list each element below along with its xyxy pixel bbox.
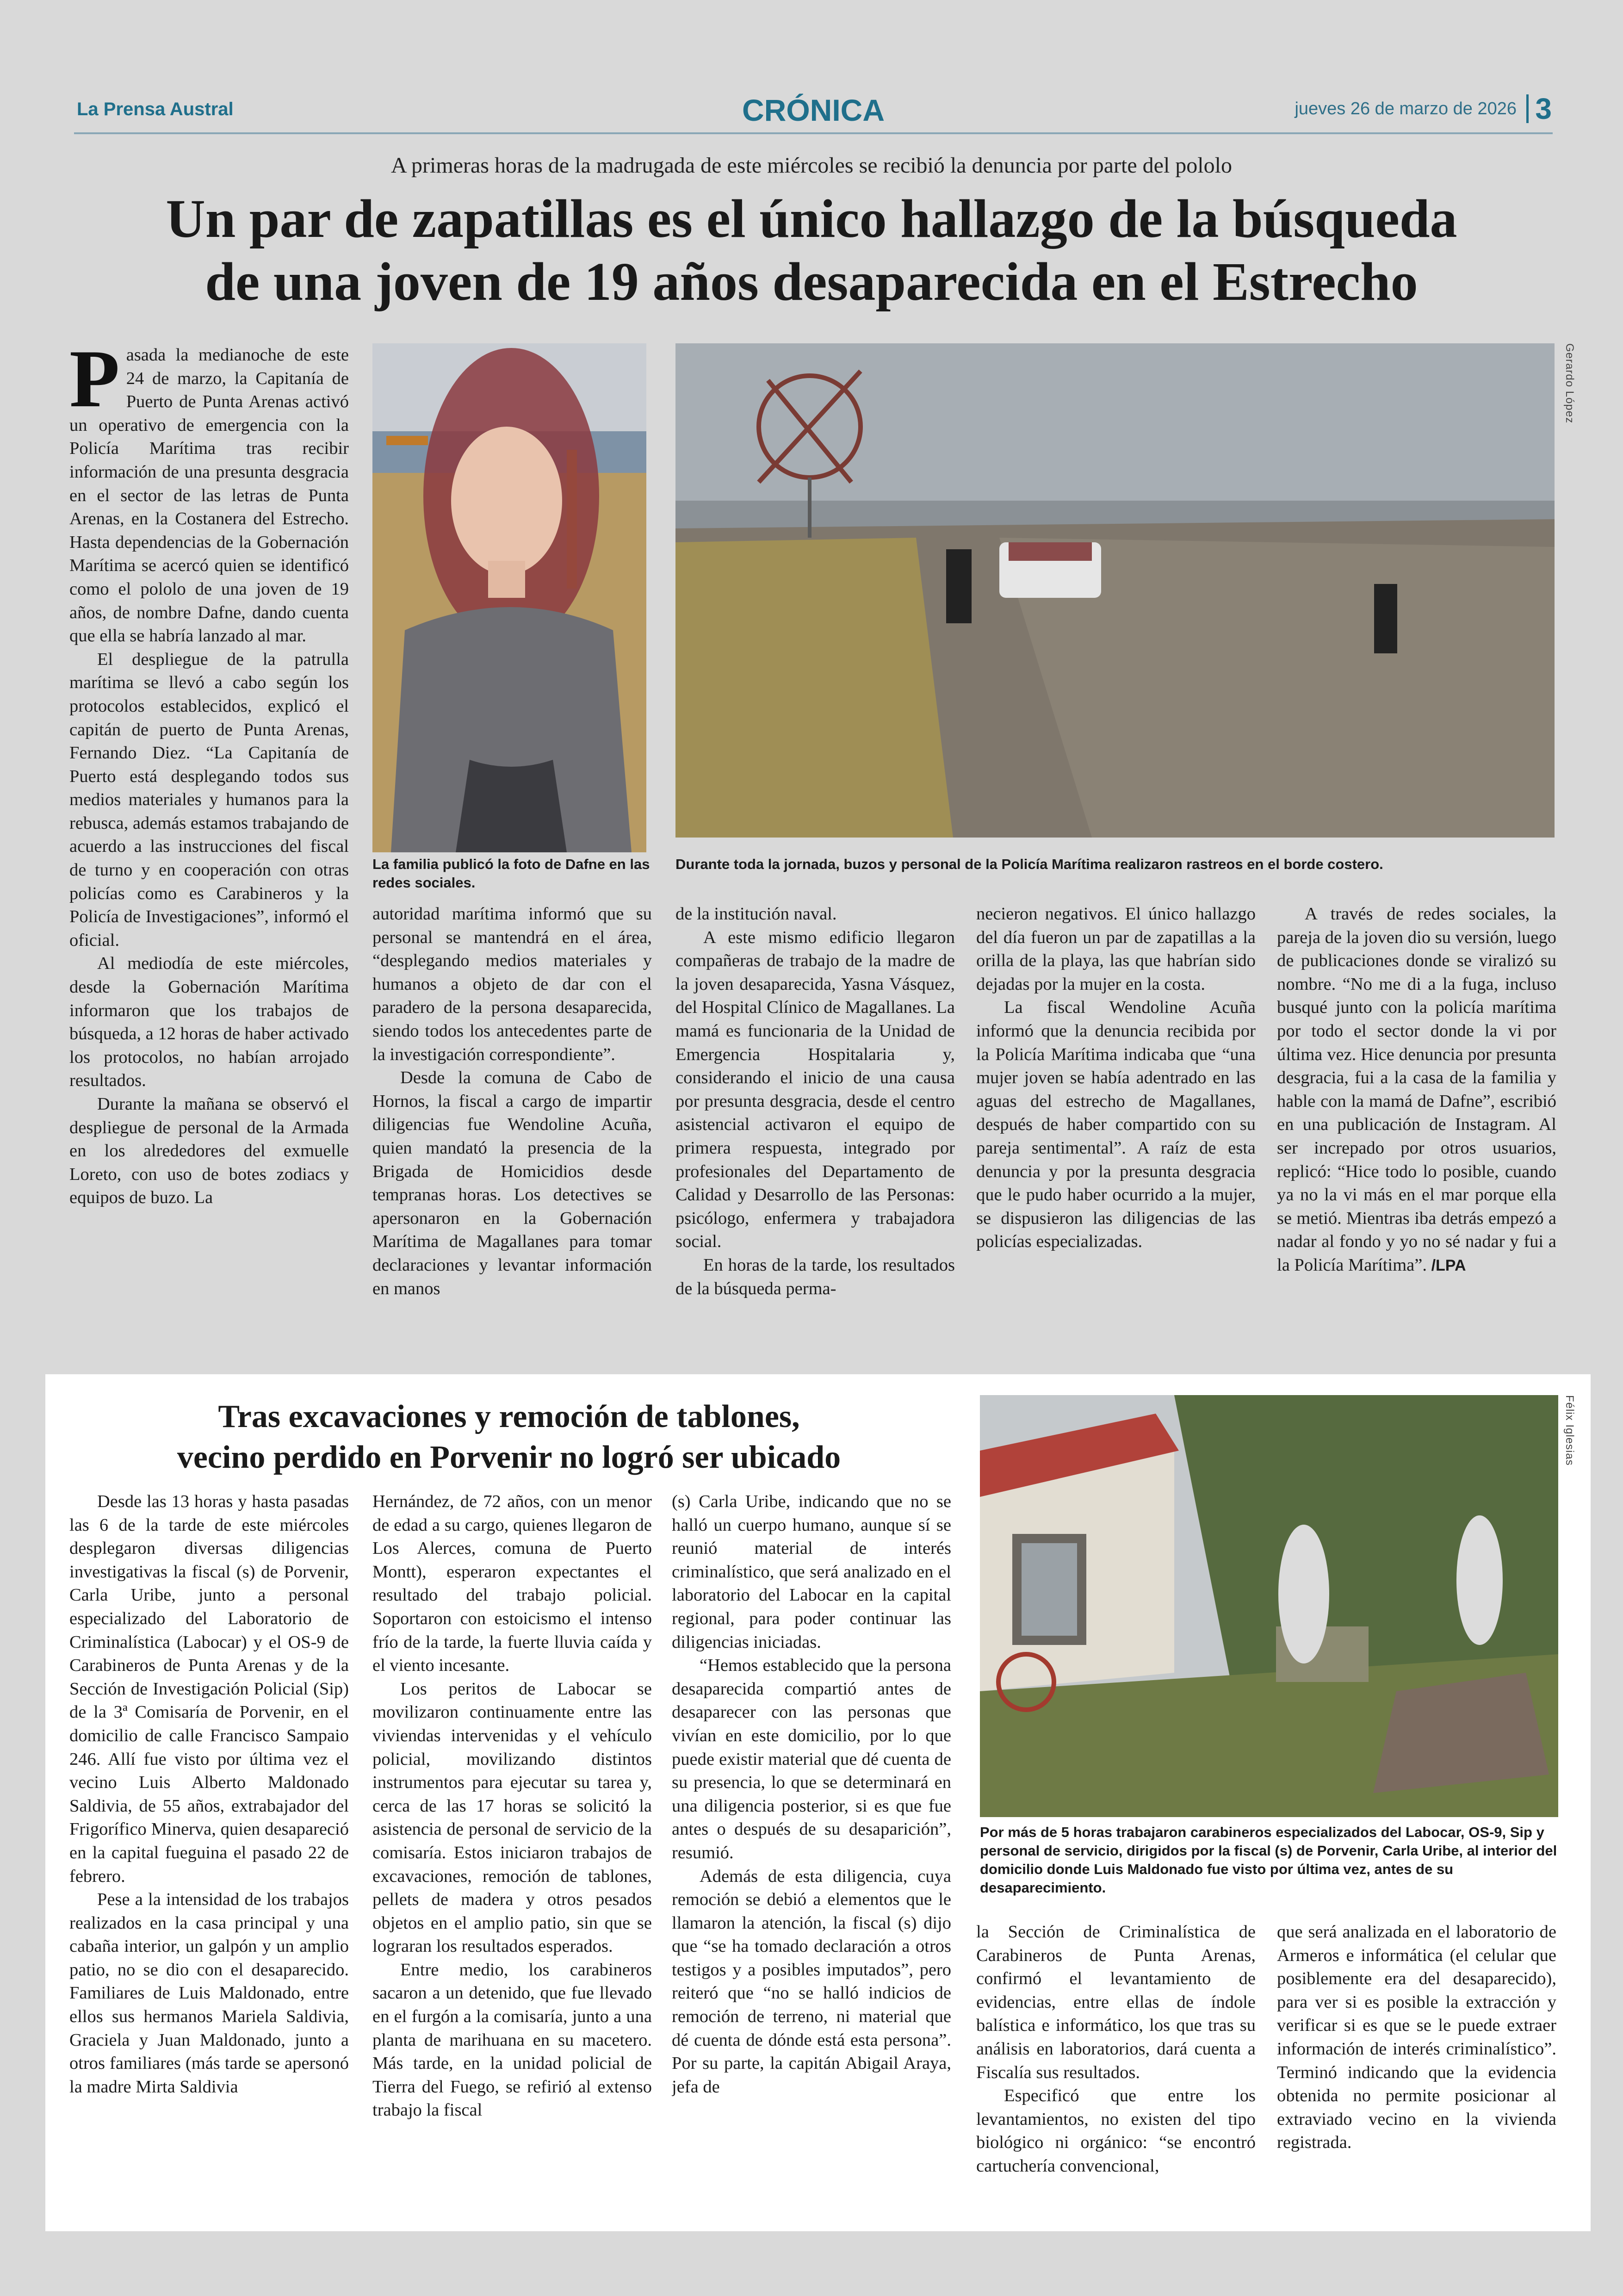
- article1-col5-par-1: [1277, 902, 1556, 1278]
- shore-search-caption: Durante toda la jornada, buzos y personal de la Policía Marítima realizaron rastreos en el borde costero.: [675, 856, 1383, 872]
- article1-column-4: [976, 902, 1256, 1370]
- photo3-credit: Félix Iglesias: [1563, 1395, 1576, 1466]
- article2-col3-par-3: Además de esta diligencia, cuya remoción se debió a elementos que le llamaron la atención, la fiscal (s) dijo que “se ha tomado declaración a otros testigos y a posibles imputados”, pero reiteró que “no se halló indicios de remoción de terreno, ni material que dé cuenta de dónde está esta persona”. Por su parte, la capitán Abigail Araya, jefa de: [672, 1866, 951, 2097]
- header-separator: [1526, 94, 1529, 123]
- article1-col3-par-1: de la institución naval.: [675, 904, 837, 924]
- article1-col4-par-2: La fiscal Wendoline Acuña informó que la denuncia recibida por la Policía Marítima indicaba que “una mujer joven se había adentrado en las aguas del estrecho de Magallanes, después de haber compartido con su pareja sentimental”. A raíz de esta denuncia y por la presunta desgracia que le pudo haber ocurrido a la mujer, se dispusieron las diligencias de las policías especializadas.: [976, 998, 1256, 1252]
- article1-column-2: [372, 902, 652, 1370]
- portrait-caption: La familia publicó la foto de Dafne en las redes sociales.: [372, 856, 650, 891]
- article2-col3-par-1: (s) Carla Uribe, indicando que no se halló un cuerpo humano, aunque sí se reunió material de interés criminalístico, que será analizado en el laboratorio del Labocar en la capital regional, para poder continuar las diligencias iniciadas.: [672, 1492, 951, 1652]
- article1-col3-par-2: A este mismo edificio llegaron compañeras de trabajo de la madre de la joven desaparecida, Yasna Vásquez, del Hospital Clínico de Magallanes. La mamá es funcionaria de la Unidad de Emergencia Hospitalaria y, considerando el inicio de una causa por presunta desgracia, desde el centro asistencial activaron el equipo de primera respuesta, integrado por profesionales del Departamento de Calidad y Desarrollo de las Personas: psicólogo, enfermera y trabajadora social.: [675, 927, 955, 1252]
- article2-headline-line-1: Tras excavaciones y remoción de tablones,: [218, 1399, 800, 1434]
- article2-col2-par-3: Entre medio, los carabineros sacaron a un detenido, que fue llevado en el furgón a la comisaría, junto a una planta de marihuana en su macetero. Más tarde, en la unidad policial de Tierra del Fuego, se refirió al extenso trabajo la fiscal: [372, 1960, 652, 2120]
- article1-col1-par-1: [69, 343, 349, 648]
- article2-column-2: [372, 1490, 652, 2212]
- article1-col2-par-1: autoridad marítima informó que su personal se mantendrá en el área, “desplegando medios materiales y humanos a objeto de dar con el paradero de la persona desaparecida, siendo todos los antecedentes parte de la investigación correspondiente”.: [372, 904, 652, 1064]
- article2-col5-par-1: que será analizada en el laboratorio de Armeros e informática (el celular que posiblemente era del desaparecido), para ver si es posible la extracción y verificar si es que se le puede extraer información de interés criminalístico”. Terminó indicando que la evidencia obtenida no permite posicionar al extraviado vecino en la vivienda registrada.: [1277, 1922, 1556, 2153]
- article1-column-5: [1277, 902, 1556, 1370]
- drop-cap: P: [69, 343, 120, 424]
- article1-col2-par-2: Desde la comuna de Cabo de Hornos, la fiscal a cargo de impartir diligencias fue Wendoline Acuña, quien mandató la presencia de la Brigada de Homicidios desde tempranas horas. Los detectives se apersonaron en la Gobernación Marítima de Magallanes para tomar declaraciones y levantar información en manos: [372, 1068, 652, 1298]
- article1-column-3: [675, 902, 955, 1370]
- section-title: CRÓNICA: [742, 93, 885, 127]
- article2-col2-par-2: Los peritos de Labocar se movilizaron continuamente entre las viviendas intervenidas y el vehículo policial, movilizando distintos instrumentos para ejecutar su tarea y, cerca de las 17 horas se solicitó la asistencia de personal de servicio de la comisaría. Estos iniciaron trabajos de excavaciones, remoción de tablones, pellets de madera y otros pesados objetos en el amplio patio, sin que se lograran los resultados esperados.: [372, 1679, 652, 1956]
- forensic-search-photo: [980, 1395, 1558, 1817]
- article2-headline: [93, 1396, 925, 1478]
- article1-headline: [74, 187, 1549, 313]
- article1-col5-text: A través de redes sociales, la pareja de la joven dio su versión, luego de publicaciones donde se viralizó su nombre. “No me di a la fuga, incluso busqué junto con la policía marítima por todo el sector donde la vi por última vez. Hice denuncia por presunta desgracia, fui a la casa de la familia y hable con la mamá de Dafne”, escribió en una publicación de Instagram. Al ser increpado por otros usuarios, replicó: “Hice todo lo posible, cuando ya no la vi más en el mar porque ella se metió. Mientras iba detrás empezó a nadar al fondo y yo no sé nadar y fui a la Policía Marítima”.: [1277, 904, 1556, 1275]
- article2-column-4: [976, 1920, 1256, 2212]
- page-number: 3: [1535, 92, 1552, 125]
- publication-name: La Prensa Austral: [77, 99, 234, 119]
- article1-col4-par-1: necieron negativos. El único hallazgo del día fueron un par de zapatillas a la orilla de la playa, las que habrían sido dejadas por la mujer en la costa.: [976, 904, 1256, 994]
- issue-date: jueves 26 de marzo de 2026: [1295, 99, 1517, 118]
- article1-col1-par-3: Al mediodía de este miércoles, desde la Gobernación Marítima informaron que los trabajos de búsqueda, a 12 horas de haber activado los protocolos, no habían arrojado resultados.: [69, 954, 349, 1091]
- article1-col1-par-1-text: asada la medianoche de este 24 de marzo, la Capitanía de Puerto de Punta Arenas activó un operativo de emergencia con la Policía Marítima tras recibir información de una presunta desgracia en el sector de las letras de Punta Arenas, en la Costanera del Estrecho. Hasta dependencias de la Gobernación Marítima se acercó quien se identificó como el pololo de una joven de 19 años, de nombre Dafne, dando cuenta que ella se habría lanzado al mar.: [69, 345, 349, 646]
- article2-col2-par-1: Hernández, de 72 años, con un menor de edad a su cargo, quienes llegaron de Los Alerces, comuna de Puerto Montt), esperaron expectantes el resultado del trabajo policial. Soportaron con estoicismo el intenso frío de la tarde, la fuerte lluvia caída y el viento incesante.: [372, 1492, 652, 1675]
- portrait-photo: [372, 343, 646, 852]
- article2-col1-par-1: Desde las 13 horas y hasta pasadas las 6 de la tarde de este miércoles desplegaron diversas diligencias investigativas la fiscal (s) de Porvenir, Carla Uribe, junto a personal especializado del Laboratorio de Criminalística (Labocar) y el OS-9 de Carabineros de Punta Arenas y de la Sección de Investigación Policial (Sip) de la 3ª Comisaría de Porvenir, en el domicilio de calle Francisco Sampaio 246. Allí fue visto por última vez el vecino Luis Alberto Maldonado Saldivia, de 55 años, extrabajador del Frigorífico Minerva, quien desapareció en la capital fueguina el pasado 22 de febrero.: [69, 1492, 349, 1886]
- article2-col3-par-2: “Hemos establecido que la persona desaparecida compartió antes de desaparecer con las personas que vivían en este domicilio, por lo que puede existir material que dé cuenta de su presencia, lo que se determinará en una diligencia posterior, si es que fue antes o después de su desaparición”, resumió.: [672, 1656, 951, 1862]
- article1-col1-par-2: El despliegue de la patrulla marítima se llevó a cabo según los protocolos establecidos, explicó el capitán de puerto de Punta Arenas, Fernando Diez. “La Capitanía de Puerto está desplegando todos sus medios materiales y humanos para la rebusca, además estamos trabajando de acuerdo a las instrucciones del fiscal de turno y en cooperación con otras policías como es Carabineros y la Policía de Investigaciones”, informó el oficial.: [69, 649, 349, 950]
- article1-column-1: [69, 343, 349, 1366]
- article2-column-1: [69, 1490, 349, 2212]
- page-header: [74, 91, 1553, 134]
- forensic-search-caption: Por más de 5 horas trabajaron carabineros especializados del Labocar, OS-9, Sip y personal de servicio, dirigidos por la fiscal (s) de Porvenir, Carla Uribe, al interior del domicilio donde Luis Maldonado fue visto por última vez, antes de su desaparecimiento.: [980, 1824, 1557, 1896]
- shore-search-photo: [675, 343, 1555, 838]
- photo2-credit: Gerardo López: [1563, 343, 1576, 424]
- headline-line-2: de una joven de 19 años desaparecida en el Estrecho: [205, 251, 1418, 312]
- article2-column-5: [1277, 1920, 1556, 2212]
- article1-signature: /LPA: [1431, 1256, 1466, 1274]
- article2-headline-line-2: vecino perdido en Porvenir no logró ser ubicado: [177, 1440, 841, 1475]
- article2-col1-par-2: Pese a la intensidad de los trabajos realizados en la casa principal y una cabaña interior, un galpón y un amplio patio, no se dio con el desaparecido. Familiares de Luis Maldonado, entre ellos sus hermanos Mariela Saldivia, Graciela y Juan Maldonado, junto a otros familiares (más tarde se apersonó la madre Mirta Saldivia: [69, 1890, 349, 2097]
- article2-column-3: [672, 1490, 951, 2212]
- article2-col4-par-2: Especificó que entre los levantamientos, no existen del tipo biológico ni orgánico: “se encontró cartuchería convencional,: [976, 2086, 1256, 2176]
- article1-col1-par-4: Durante la mañana se observó el despliegue de personal de la Armada en los alrededores del exmuelle Loreto, con uso de botes zodiacs y equipos de buzo. La: [69, 1094, 349, 1208]
- article2-col4-par-1: la Sección de Criminalística de Carabineros de Punta Arenas, confirmó el levantamiento de evidencias, entre ellas de índole balística e informático, los que tras su análisis en laboratorios, dará cuenta a Fiscalía sus resultados.: [976, 1922, 1256, 2082]
- article1-kicker: A primeras horas de la madrugada de este miércoles se recibió la denuncia por parte del pololo: [391, 153, 1232, 178]
- article1-col3-par-3: En horas de la tarde, los resultados de la búsqueda perma-: [675, 1255, 955, 1298]
- headline-line-1: Un par de zapatillas es el único hallazgo de la búsqueda: [166, 188, 1457, 249]
